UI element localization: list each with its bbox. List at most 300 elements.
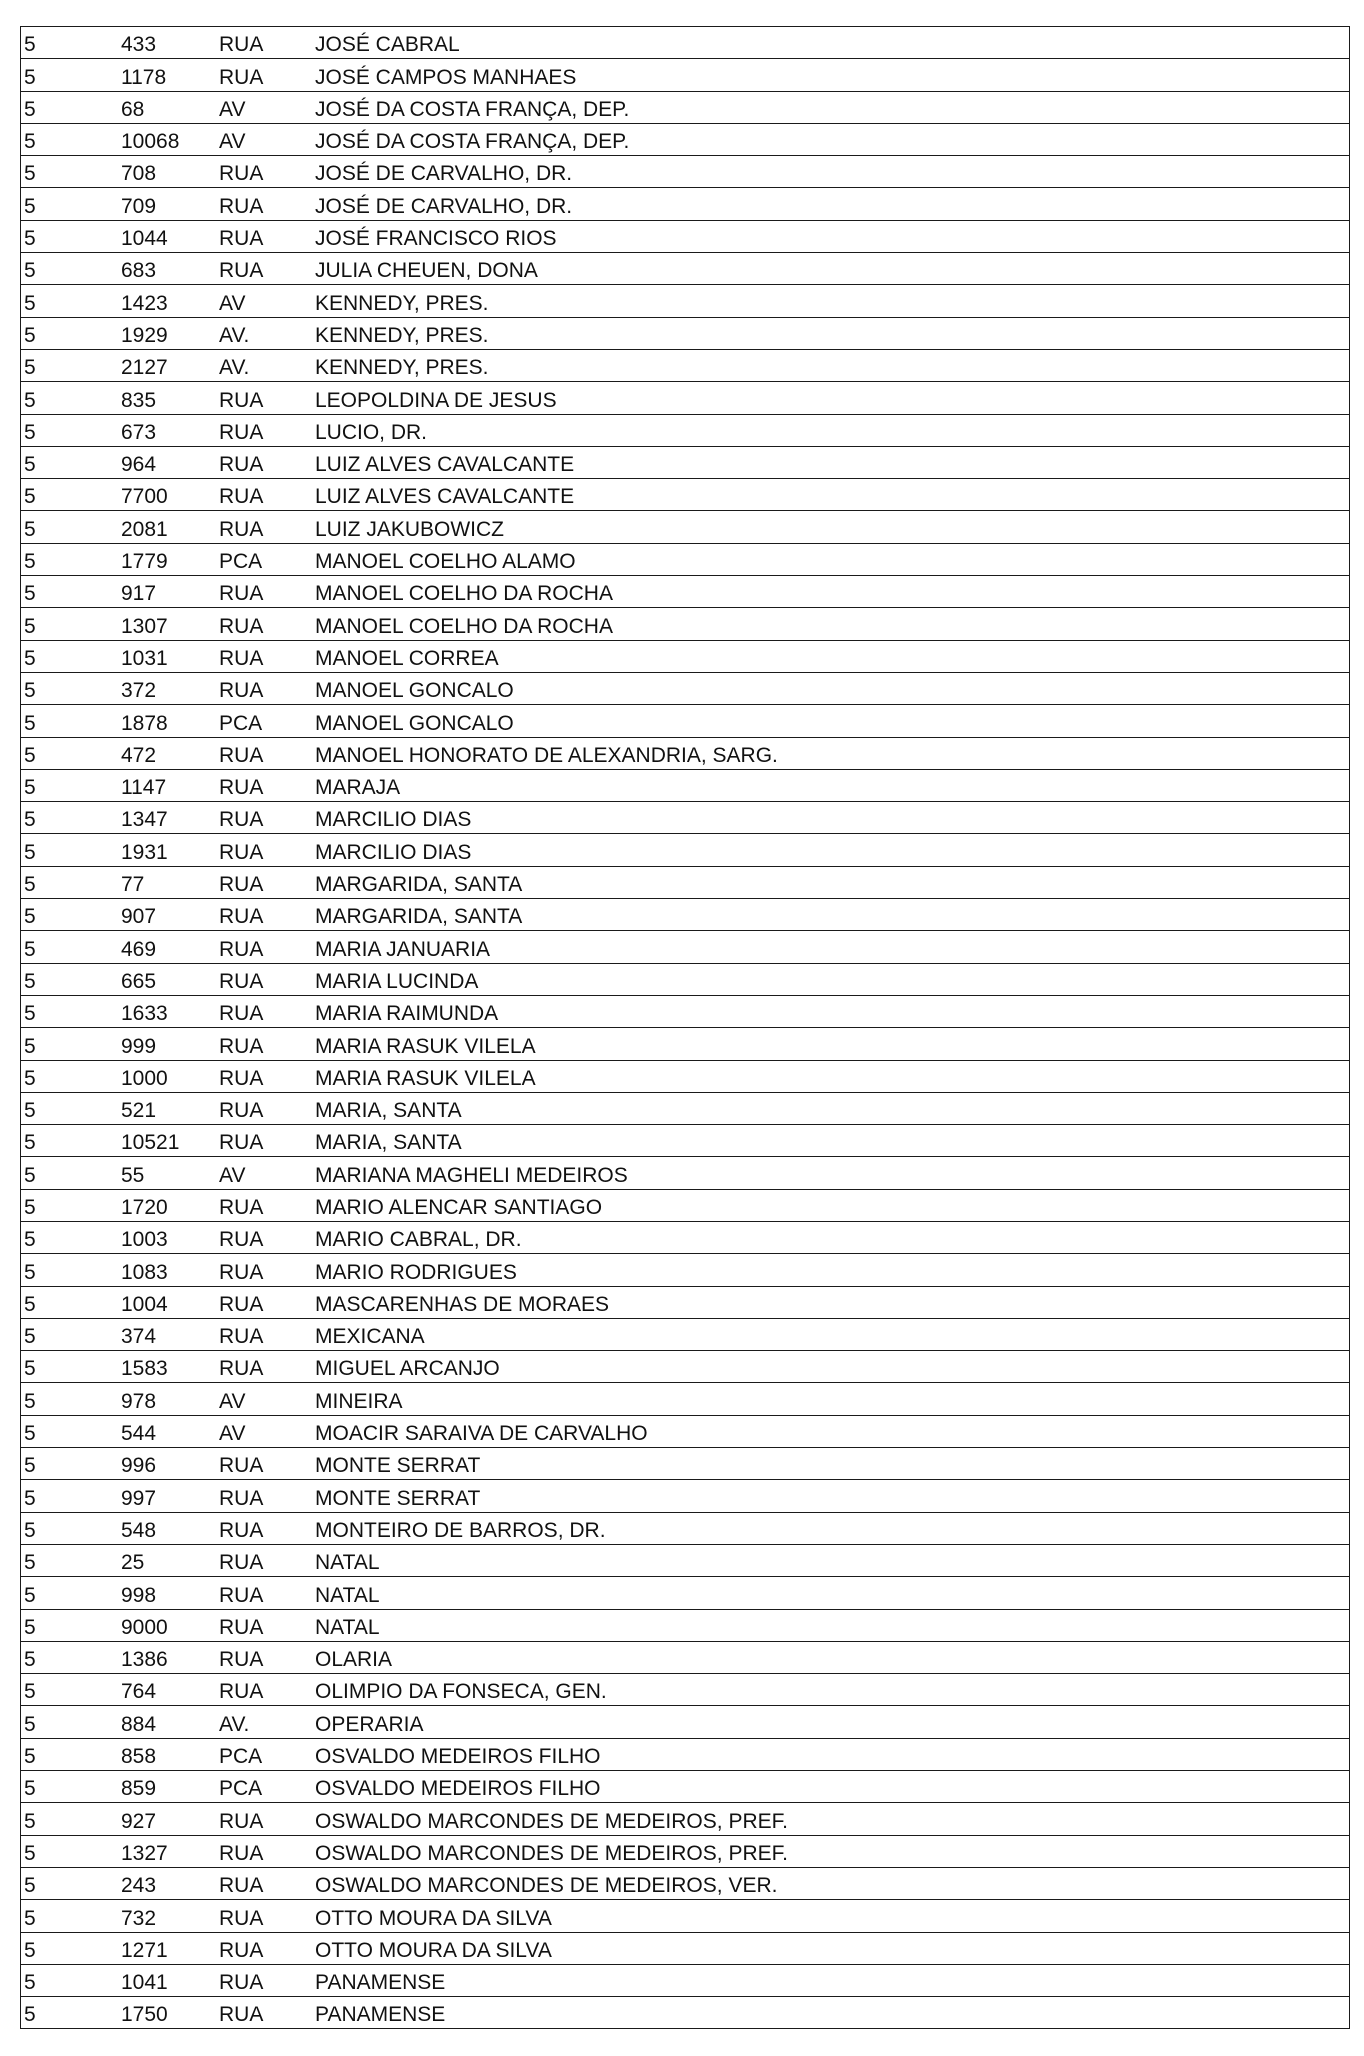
table-row <box>21 1254 1350 1286</box>
street-code-cell: 907 <box>119 899 217 931</box>
street-code-cell: 835 <box>119 382 217 414</box>
street-code-cell: 709 <box>119 188 217 220</box>
table-row <box>21 414 1350 446</box>
street-name-cell: MEXICANA <box>313 1318 1350 1350</box>
street-code-cell: 998 <box>119 1577 217 1609</box>
street-register-table <box>20 26 1350 2029</box>
street-name-cell: KENNEDY, PRES. <box>313 285 1350 317</box>
street-type-cell: RUA <box>217 1286 313 1318</box>
table-row <box>21 1641 1350 1673</box>
street-name-cell: LUIZ JAKUBOWICZ <box>313 511 1350 543</box>
street-type-cell: RUA <box>217 479 313 511</box>
street-name-cell: JOSÉ FRANCISCO RIOS <box>313 220 1350 252</box>
table-row <box>21 640 1350 672</box>
street-type-cell: RUA <box>217 1932 313 1964</box>
zone-cell: 5 <box>21 1544 120 1576</box>
street-name-cell: MARIA RASUK VILELA <box>313 1028 1350 1060</box>
street-type-cell: RUA <box>217 1997 313 2029</box>
street-code-cell: 472 <box>119 737 217 769</box>
table-row <box>21 1221 1350 1253</box>
street-type-cell: AV <box>217 123 313 155</box>
street-name-cell: LUCIO, DR. <box>313 414 1350 446</box>
street-type-cell: RUA <box>217 27 313 59</box>
zone-cell: 5 <box>21 931 120 963</box>
street-name-cell: MANOEL COELHO ALAMO <box>313 543 1350 575</box>
table-row <box>21 91 1350 123</box>
street-name-cell: JOSÉ DE CARVALHO, DR. <box>313 188 1350 220</box>
street-type-cell: RUA <box>217 1351 313 1383</box>
street-code-cell: 1929 <box>119 317 217 349</box>
street-name-cell: MARIO CABRAL, DR. <box>313 1221 1350 1253</box>
table-row <box>21 1157 1350 1189</box>
street-type-cell: PCA <box>217 543 313 575</box>
street-name-cell: MARIA JANUARIA <box>313 931 1350 963</box>
street-type-cell: RUA <box>217 446 313 478</box>
zone-cell: 5 <box>21 1318 120 1350</box>
street-type-cell: PCA <box>217 1771 313 1803</box>
street-type-cell: RUA <box>217 769 313 801</box>
table-row <box>21 1900 1350 1932</box>
zone-cell: 5 <box>21 1383 120 1415</box>
table-row <box>21 1415 1350 1447</box>
street-name-cell: JOSÉ CABRAL <box>313 27 1350 59</box>
street-type-cell: RUA <box>217 253 313 285</box>
street-type-cell: AV <box>217 91 313 123</box>
zone-cell: 5 <box>21 59 120 91</box>
street-code-cell: 964 <box>119 446 217 478</box>
zone-cell: 5 <box>21 1609 120 1641</box>
street-code-cell: 1386 <box>119 1641 217 1673</box>
zone-cell: 5 <box>21 1286 120 1318</box>
zone-cell: 5 <box>21 705 120 737</box>
table-row <box>21 705 1350 737</box>
street-code-cell: 9000 <box>119 1609 217 1641</box>
street-name-cell: MARIO RODRIGUES <box>313 1254 1350 1286</box>
table-row <box>21 1092 1350 1124</box>
zone-cell: 5 <box>21 1028 120 1060</box>
table-row <box>21 1803 1350 1835</box>
street-code-cell: 978 <box>119 1383 217 1415</box>
zone-cell: 5 <box>21 479 120 511</box>
table-row <box>21 479 1350 511</box>
street-name-cell: OLIMPIO DA FONSECA, GEN. <box>313 1674 1350 1706</box>
zone-cell: 5 <box>21 1835 120 1867</box>
table-row <box>21 156 1350 188</box>
street-name-cell: MARIA RAIMUNDA <box>313 995 1350 1027</box>
table-row <box>21 1964 1350 1996</box>
street-name-cell: MANOEL COELHO DA ROCHA <box>313 576 1350 608</box>
table-row <box>21 1189 1350 1221</box>
street-type-cell: RUA <box>217 1189 313 1221</box>
street-type-cell: RUA <box>217 1060 313 1092</box>
street-name-cell: NATAL <box>313 1544 1350 1576</box>
street-name-cell: MANOEL GONCALO <box>313 705 1350 737</box>
street-name-cell: OSWALDO MARCONDES DE MEDEIROS, VER. <box>313 1867 1350 1899</box>
street-type-cell: RUA <box>217 1867 313 1899</box>
street-name-cell: OLARIA <box>313 1641 1350 1673</box>
table-row <box>21 1609 1350 1641</box>
street-code-cell: 1041 <box>119 1964 217 1996</box>
table-row <box>21 253 1350 285</box>
zone-cell: 5 <box>21 834 120 866</box>
street-type-cell: RUA <box>217 1125 313 1157</box>
street-type-cell: RUA <box>217 1318 313 1350</box>
table-row <box>21 737 1350 769</box>
table-row <box>21 285 1350 317</box>
street-code-cell: 673 <box>119 414 217 446</box>
table-row <box>21 1674 1350 1706</box>
table-row <box>21 1738 1350 1770</box>
table-row <box>21 1351 1350 1383</box>
street-name-cell: NATAL <box>313 1609 1350 1641</box>
street-name-cell: MIGUEL ARCANJO <box>313 1351 1350 1383</box>
street-code-cell: 927 <box>119 1803 217 1835</box>
street-name-cell: MARIA, SANTA <box>313 1125 1350 1157</box>
zone-cell: 5 <box>21 1157 120 1189</box>
street-name-cell: OTTO MOURA DA SILVA <box>313 1932 1350 1964</box>
street-code-cell: 665 <box>119 963 217 995</box>
zone-cell: 5 <box>21 156 120 188</box>
street-type-cell: AV <box>217 1157 313 1189</box>
table-row <box>21 1448 1350 1480</box>
zone-cell: 5 <box>21 27 120 59</box>
street-code-cell: 917 <box>119 576 217 608</box>
zone-cell: 5 <box>21 1641 120 1673</box>
street-name-cell: MARCILIO DIAS <box>313 834 1350 866</box>
street-type-cell: RUA <box>217 414 313 446</box>
zone-cell: 5 <box>21 511 120 543</box>
zone-cell: 5 <box>21 1674 120 1706</box>
street-type-cell: RUA <box>217 737 313 769</box>
zone-cell: 5 <box>21 285 120 317</box>
street-name-cell: JOSÉ CAMPOS MANHAES <box>313 59 1350 91</box>
street-type-cell: RUA <box>217 1900 313 1932</box>
street-code-cell: 2081 <box>119 511 217 543</box>
street-name-cell: MARIA LUCINDA <box>313 963 1350 995</box>
zone-cell: 5 <box>21 995 120 1027</box>
street-code-cell: 68 <box>119 91 217 123</box>
street-type-cell: RUA <box>217 188 313 220</box>
zone-cell: 5 <box>21 866 120 898</box>
zone-cell: 5 <box>21 608 120 640</box>
zone-cell: 5 <box>21 543 120 575</box>
street-name-cell: MANOEL CORREA <box>313 640 1350 672</box>
street-type-cell: RUA <box>217 156 313 188</box>
street-type-cell: RUA <box>217 640 313 672</box>
zone-cell: 5 <box>21 1771 120 1803</box>
zone-cell: 5 <box>21 1092 120 1124</box>
table-row <box>21 1512 1350 1544</box>
street-code-cell: 1004 <box>119 1286 217 1318</box>
street-code-cell: 1147 <box>119 769 217 801</box>
table-row <box>21 769 1350 801</box>
zone-cell: 5 <box>21 1867 120 1899</box>
table-row <box>21 995 1350 1027</box>
zone-cell: 5 <box>21 414 120 446</box>
street-code-cell: 997 <box>119 1480 217 1512</box>
zone-cell: 5 <box>21 1997 120 2029</box>
street-code-cell: 25 <box>119 1544 217 1576</box>
street-type-cell: RUA <box>217 1512 313 1544</box>
street-type-cell: RUA <box>217 576 313 608</box>
street-code-cell: 1003 <box>119 1221 217 1253</box>
street-name-cell: OSVALDO MEDEIROS FILHO <box>313 1738 1350 1770</box>
street-code-cell: 683 <box>119 253 217 285</box>
table-row <box>21 672 1350 704</box>
street-code-cell: 1271 <box>119 1932 217 1964</box>
street-code-cell: 858 <box>119 1738 217 1770</box>
table-row <box>21 1867 1350 1899</box>
table-row <box>21 59 1350 91</box>
street-type-cell: AV <box>217 1415 313 1447</box>
zone-cell: 5 <box>21 1221 120 1253</box>
zone-cell: 5 <box>21 802 120 834</box>
street-type-cell: AV <box>217 1383 313 1415</box>
street-name-cell: JOSÉ DE CARVALHO, DR. <box>313 156 1350 188</box>
street-name-cell: JULIA CHEUEN, DONA <box>313 253 1350 285</box>
street-type-cell: RUA <box>217 1835 313 1867</box>
street-code-cell: 1044 <box>119 220 217 252</box>
street-name-cell: MARIO ALENCAR SANTIAGO <box>313 1189 1350 1221</box>
table-row <box>21 899 1350 931</box>
street-code-cell: 243 <box>119 1867 217 1899</box>
street-name-cell: KENNEDY, PRES. <box>313 349 1350 381</box>
table-row <box>21 1706 1350 1738</box>
table-row <box>21 1835 1350 1867</box>
street-code-cell: 469 <box>119 931 217 963</box>
street-name-cell: PANAMENSE <box>313 1997 1350 2029</box>
table-row <box>21 317 1350 349</box>
street-code-cell: 1307 <box>119 608 217 640</box>
street-code-cell: 77 <box>119 866 217 898</box>
street-type-cell: AV. <box>217 349 313 381</box>
street-type-cell: RUA <box>217 1448 313 1480</box>
street-code-cell: 996 <box>119 1448 217 1480</box>
street-code-cell: 548 <box>119 1512 217 1544</box>
zone-cell: 5 <box>21 1803 120 1835</box>
street-code-cell: 1423 <box>119 285 217 317</box>
street-code-cell: 764 <box>119 1674 217 1706</box>
street-name-cell: JOSÉ DA COSTA FRANÇA, DEP. <box>313 91 1350 123</box>
street-type-cell: RUA <box>217 1803 313 1835</box>
street-name-cell: MARGARIDA, SANTA <box>313 866 1350 898</box>
street-name-cell: MANOEL COELHO DA ROCHA <box>313 608 1350 640</box>
street-code-cell: 433 <box>119 27 217 59</box>
street-code-cell: 859 <box>119 1771 217 1803</box>
street-code-cell: 372 <box>119 672 217 704</box>
street-code-cell: 1178 <box>119 59 217 91</box>
street-type-cell: RUA <box>217 834 313 866</box>
table-row <box>21 220 1350 252</box>
table-row <box>21 123 1350 155</box>
table-row <box>21 576 1350 608</box>
street-name-cell: MASCARENHAS DE MORAES <box>313 1286 1350 1318</box>
street-name-cell: NATAL <box>313 1577 1350 1609</box>
street-code-cell: 1031 <box>119 640 217 672</box>
street-code-cell: 1750 <box>119 1997 217 2029</box>
street-type-cell: PCA <box>217 705 313 737</box>
zone-cell: 5 <box>21 1577 120 1609</box>
street-code-cell: 884 <box>119 1706 217 1738</box>
street-name-cell: MARAJA <box>313 769 1350 801</box>
street-code-cell: 374 <box>119 1318 217 1350</box>
table-row <box>21 1286 1350 1318</box>
street-type-cell: RUA <box>217 1092 313 1124</box>
street-name-cell: KENNEDY, PRES. <box>313 317 1350 349</box>
street-type-cell: RUA <box>217 1544 313 1576</box>
table-row <box>21 963 1350 995</box>
zone-cell: 5 <box>21 640 120 672</box>
zone-cell: 5 <box>21 446 120 478</box>
zone-cell: 5 <box>21 769 120 801</box>
street-type-cell: RUA <box>217 963 313 995</box>
street-type-cell: RUA <box>217 59 313 91</box>
street-name-cell: LEOPOLDINA DE JESUS <box>313 382 1350 414</box>
street-code-cell: 55 <box>119 1157 217 1189</box>
zone-cell: 5 <box>21 1254 120 1286</box>
zone-cell: 5 <box>21 1706 120 1738</box>
table-row <box>21 543 1350 575</box>
street-type-cell: RUA <box>217 995 313 1027</box>
street-type-cell: AV. <box>217 1706 313 1738</box>
zone-cell: 5 <box>21 253 120 285</box>
zone-cell: 5 <box>21 1060 120 1092</box>
table-row <box>21 931 1350 963</box>
street-name-cell: OPERARIA <box>313 1706 1350 1738</box>
table-row <box>21 834 1350 866</box>
street-code-cell: 544 <box>119 1415 217 1447</box>
street-type-cell: RUA <box>217 931 313 963</box>
table-row <box>21 27 1350 59</box>
street-name-cell: MINEIRA <box>313 1383 1350 1415</box>
table-row <box>21 608 1350 640</box>
street-code-cell: 1878 <box>119 705 217 737</box>
street-type-cell: RUA <box>217 1674 313 1706</box>
street-name-cell: MARIA RASUK VILELA <box>313 1060 1350 1092</box>
street-code-cell: 1327 <box>119 1835 217 1867</box>
table-row <box>21 1060 1350 1092</box>
table-body <box>21 27 1350 2029</box>
street-type-cell: RUA <box>217 672 313 704</box>
street-code-cell: 1779 <box>119 543 217 575</box>
street-name-cell: OSVALDO MEDEIROS FILHO <box>313 1771 1350 1803</box>
street-name-cell: PANAMENSE <box>313 1964 1350 1996</box>
street-name-cell: MANOEL HONORATO DE ALEXANDRIA, SARG. <box>313 737 1350 769</box>
street-code-cell: 732 <box>119 1900 217 1932</box>
zone-cell: 5 <box>21 91 120 123</box>
zone-cell: 5 <box>21 220 120 252</box>
table-row <box>21 866 1350 898</box>
zone-cell: 5 <box>21 317 120 349</box>
street-type-cell: RUA <box>217 866 313 898</box>
table-row <box>21 446 1350 478</box>
street-code-cell: 1720 <box>119 1189 217 1221</box>
street-type-cell: RUA <box>217 1641 313 1673</box>
street-type-cell: RUA <box>217 802 313 834</box>
street-code-cell: 2127 <box>119 349 217 381</box>
street-type-cell: RUA <box>217 1221 313 1253</box>
street-code-cell: 1347 <box>119 802 217 834</box>
table-row <box>21 1480 1350 1512</box>
street-name-cell: MONTEIRO DE BARROS, DR. <box>313 1512 1350 1544</box>
table-row <box>21 1544 1350 1576</box>
table-row <box>21 1383 1350 1415</box>
table-row <box>21 1997 1350 2029</box>
table-row <box>21 1771 1350 1803</box>
zone-cell: 5 <box>21 1738 120 1770</box>
street-code-cell: 10521 <box>119 1125 217 1157</box>
street-code-cell: 521 <box>119 1092 217 1124</box>
street-name-cell: OSWALDO MARCONDES DE MEDEIROS, PREF. <box>313 1803 1350 1835</box>
street-type-cell: RUA <box>217 220 313 252</box>
street-code-cell: 999 <box>119 1028 217 1060</box>
street-name-cell: MOACIR SARAIVA DE CARVALHO <box>313 1415 1350 1447</box>
street-type-cell: RUA <box>217 608 313 640</box>
zone-cell: 5 <box>21 672 120 704</box>
street-name-cell: MARIA, SANTA <box>313 1092 1350 1124</box>
zone-cell: 5 <box>21 1932 120 1964</box>
street-name-cell: MANOEL GONCALO <box>313 672 1350 704</box>
street-code-cell: 1633 <box>119 995 217 1027</box>
table-row <box>21 349 1350 381</box>
street-type-cell: RUA <box>217 899 313 931</box>
zone-cell: 5 <box>21 576 120 608</box>
zone-cell: 5 <box>21 1900 120 1932</box>
zone-cell: 5 <box>21 899 120 931</box>
street-name-cell: OTTO MOURA DA SILVA <box>313 1900 1350 1932</box>
zone-cell: 5 <box>21 382 120 414</box>
zone-cell: 5 <box>21 1512 120 1544</box>
zone-cell: 5 <box>21 188 120 220</box>
street-type-cell: RUA <box>217 1028 313 1060</box>
street-type-cell: PCA <box>217 1738 313 1770</box>
street-type-cell: RUA <box>217 382 313 414</box>
zone-cell: 5 <box>21 1480 120 1512</box>
zone-cell: 5 <box>21 1351 120 1383</box>
zone-cell: 5 <box>21 1125 120 1157</box>
street-name-cell: JOSÉ DA COSTA FRANÇA, DEP. <box>313 123 1350 155</box>
street-name-cell: LUIZ ALVES CAVALCANTE <box>313 446 1350 478</box>
table-row <box>21 1318 1350 1350</box>
street-code-cell: 708 <box>119 156 217 188</box>
table-row <box>21 511 1350 543</box>
street-type-cell: AV <box>217 285 313 317</box>
street-code-cell: 1583 <box>119 1351 217 1383</box>
table-row <box>21 1125 1350 1157</box>
table-row <box>21 1028 1350 1060</box>
street-type-cell: RUA <box>217 1964 313 1996</box>
zone-cell: 5 <box>21 1964 120 1996</box>
zone-cell: 5 <box>21 963 120 995</box>
table-row <box>21 382 1350 414</box>
street-name-cell: LUIZ ALVES CAVALCANTE <box>313 479 1350 511</box>
street-name-cell: MARGARIDA, SANTA <box>313 899 1350 931</box>
street-type-cell: RUA <box>217 1254 313 1286</box>
street-code-cell: 1083 <box>119 1254 217 1286</box>
street-name-cell: OSWALDO MARCONDES DE MEDEIROS, PREF. <box>313 1835 1350 1867</box>
zone-cell: 5 <box>21 123 120 155</box>
street-type-cell: RUA <box>217 1577 313 1609</box>
zone-cell: 5 <box>21 349 120 381</box>
street-code-cell: 1931 <box>119 834 217 866</box>
table-row <box>21 802 1350 834</box>
zone-cell: 5 <box>21 1448 120 1480</box>
table-row <box>21 188 1350 220</box>
street-name-cell: MARIANA MAGHELI MEDEIROS <box>313 1157 1350 1189</box>
table-row <box>21 1932 1350 1964</box>
zone-cell: 5 <box>21 737 120 769</box>
table-row <box>21 1577 1350 1609</box>
